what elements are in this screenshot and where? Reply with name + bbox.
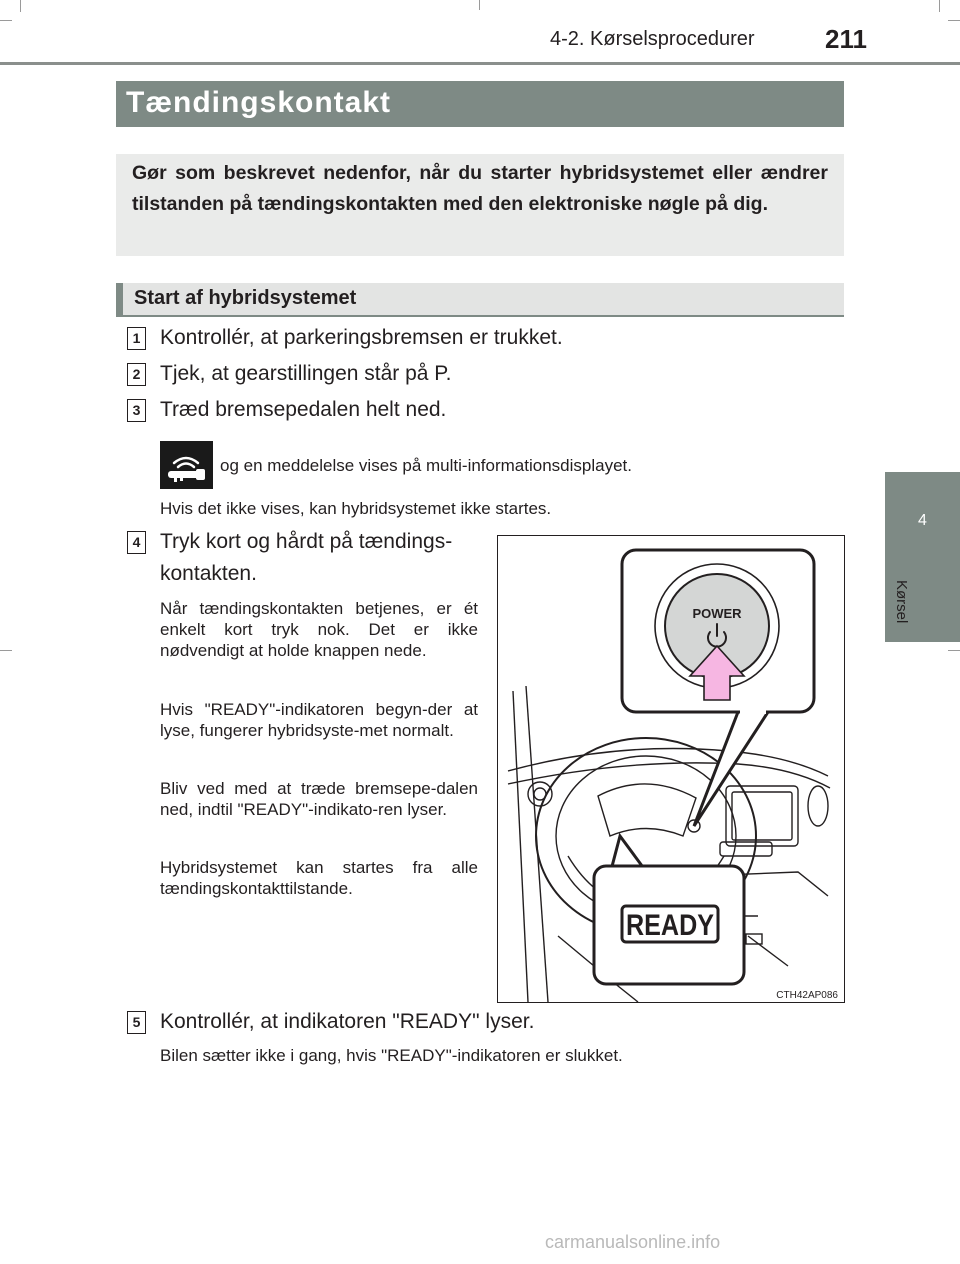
step-text: Tryk kort og hårdt på tændings- [160, 530, 453, 553]
power-switch-illustration [497, 535, 845, 1003]
step4-paragraph: Hvis "READY"-indikatoren begyn-der at lyse, fungerer hybridsyste-met normalt. [160, 700, 478, 740]
step-number: 5 [127, 1011, 146, 1034]
step3-note: og en meddelelse vises på multi-informationsdisplayet. [220, 456, 632, 475]
power-label: POWER [692, 606, 742, 621]
step4-paragraph: Når tændingskontakten betjenes, er ét enkelt kort tryk nok. Det er ikke nødvendigt at holde knappen nede. [160, 599, 478, 660]
crop-mark [0, 20, 12, 21]
intro-text: Gør som beskrevet nedenfor, når du starter hybridsystemet eller ændrer tilstanden på tændingskontakten med den elektroniske nøgle på dig. [132, 162, 828, 215]
step3-note-2: Hvis det ikke vises, kan hybridsystemet ikke startes. [160, 499, 552, 518]
step-text: Kontrollér, at indikatoren "READY" lyser. [160, 1010, 535, 1033]
crop-mark [0, 650, 12, 651]
subsection-title: Start af hybridsystemet [134, 287, 357, 309]
step4-paragraph: Bliv ved med at træde bremsepe-dalen ned, indtil "READY"-indikato-ren lyser. [160, 779, 478, 819]
key-indicator-icon [160, 441, 213, 489]
crop-mark [20, 0, 21, 12]
chapter-number: 4 [918, 512, 927, 529]
chapter-label: Kørsel [893, 580, 910, 624]
header-rule [0, 62, 960, 65]
step-text: Kontrollér, at parkeringsbremsen er trukket. [160, 326, 563, 349]
ready-label: READY [626, 909, 714, 942]
step5-note: Bilen sætter ikke i gang, hvis "READY"-indikatoren er slukket. [160, 1046, 623, 1065]
step-number: 2 [127, 363, 146, 386]
watermark: carmanualsonline.info [545, 1232, 721, 1252]
step4-paragraph: Hybridsystemet kan startes fra alle tændingskontakttilstande. [160, 858, 478, 898]
step-text: Tjek, at gearstillingen står på P. [160, 362, 452, 385]
dashboard-drawing [498, 536, 844, 1002]
subsection-accent [116, 283, 123, 317]
step-number: 3 [127, 399, 146, 422]
step-text: Træd bremsepedalen helt ned. [160, 398, 447, 421]
step-number: 4 [127, 531, 146, 554]
crop-mark [948, 20, 960, 21]
ready-callout [594, 836, 744, 984]
crop-mark [939, 0, 940, 12]
step-text-continued: kontakten. [160, 562, 257, 585]
crop-mark [948, 650, 960, 651]
page-title: Tændingskontakt [126, 86, 392, 119]
step-number: 1 [127, 327, 146, 350]
page-number: 211 [825, 24, 867, 54]
illustration-code: CTH42AP086 [776, 990, 838, 1001]
section-label: 4-2. Kørselsprocedurer [550, 28, 755, 50]
a-pillar-left [513, 691, 528, 1002]
crop-mark [479, 0, 480, 10]
